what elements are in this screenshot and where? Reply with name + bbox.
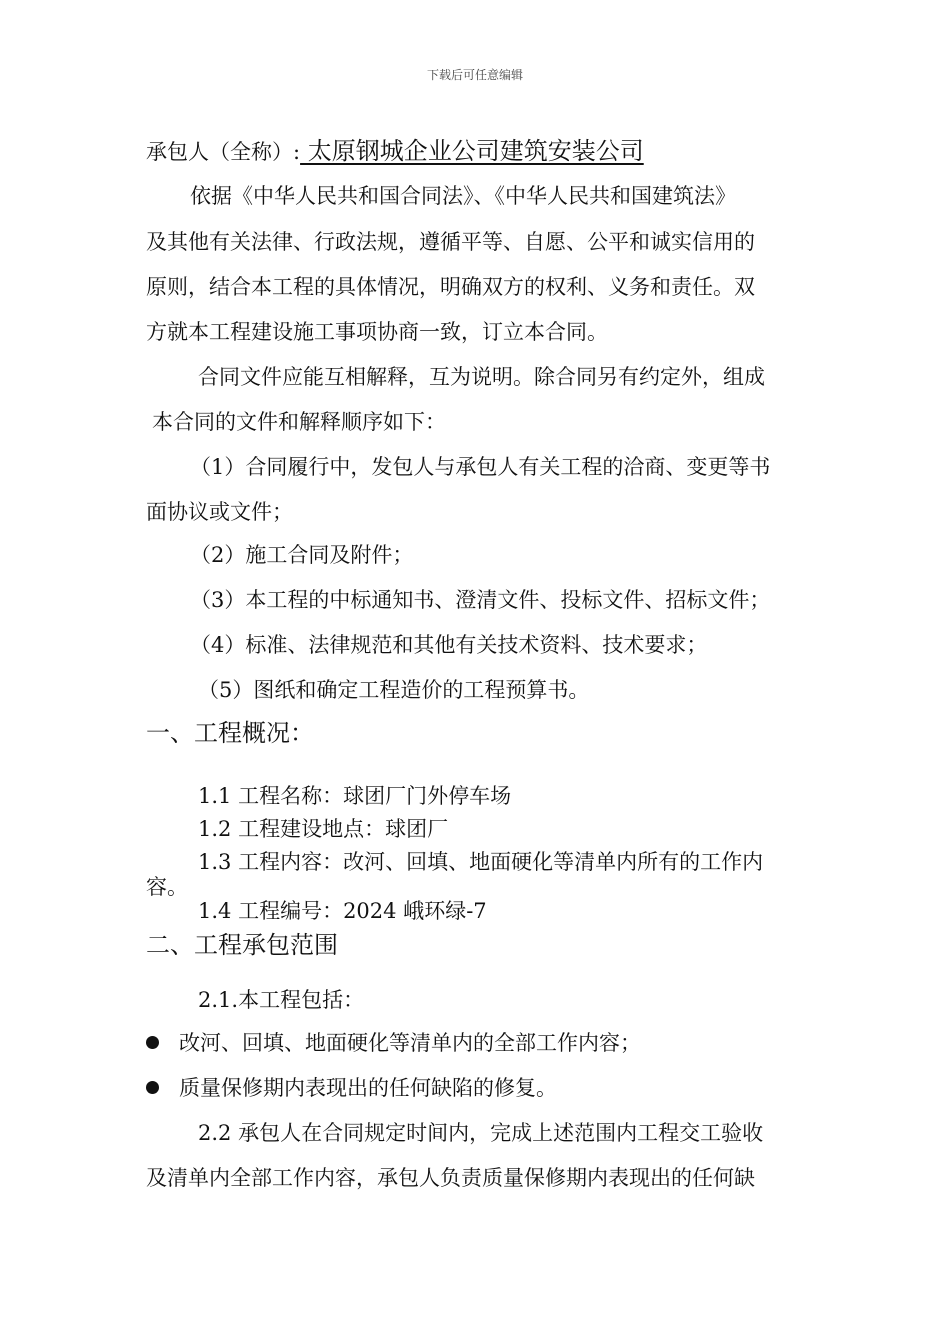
documents-intro-line: 合同文件应能互相解释，互为说明。除合同另有约定外，组成 — [198, 365, 765, 389]
section1-item: 1.4 工程编号：2024 峨环绿-7 — [198, 899, 487, 923]
preamble-line: 依据《中华人民共和国合同法》、《中华人民共和国建筑法》 — [190, 184, 736, 208]
preamble-line: 方就本工程建设施工事项协商一致，订立本合同。 — [146, 320, 608, 344]
section2-para-line: 及清单内全部工作内容，承包人负责质量保修期内表现出的任何缺 — [146, 1166, 755, 1190]
bullet-item — [146, 1074, 557, 1102]
section2-heading: 二、工程承包范围 — [146, 931, 338, 959]
bullet-icon — [146, 1081, 159, 1094]
section1-heading: 一、工程概况： — [146, 719, 314, 747]
document-list-item: （4）标准、法律规范和其他有关技术资料、技术要求； — [190, 633, 708, 657]
bullet-text: 改河、回填、地面硬化等清单内的全部工作内容； — [179, 1031, 641, 1055]
section1-item: 容。 — [146, 875, 188, 899]
document-list-item: 面协议或文件； — [146, 500, 293, 524]
document-list-item: （3）本工程的中标通知书、澄清文件、投标文件、招标文件； — [190, 588, 771, 612]
contractor-name: 太原钢城企业公司建筑安装公司 — [300, 137, 644, 165]
document-list-item: （5）图纸和确定工程造价的工程预算书。 — [198, 678, 590, 702]
bullet-item — [146, 1029, 641, 1057]
bullet-text: 质量保修期内表现出的任何缺陷的修复。 — [179, 1076, 557, 1100]
documents-intro-line: 本合同的文件和解释顺序如下： — [152, 410, 446, 434]
bullet-icon — [146, 1036, 159, 1049]
section2-para-line: 2.2 承包人在合同规定时间内，完成上述范围内工程交工验收 — [198, 1121, 764, 1145]
document-list-item: （2）施工合同及附件； — [190, 543, 414, 567]
section1-item: 1.1 工程名称：球团厂门外停车场 — [198, 784, 512, 808]
section1-item: 1.3 工程内容：改河、回填、地面硬化等清单内所有的工作内 — [198, 850, 764, 874]
contractor-label: 承包人（全称）: — [146, 140, 301, 164]
preamble-line: 及其他有关法律、行政法规，遵循平等、自愿、公平和诚实信用的 — [146, 230, 755, 254]
section2-intro: 2.1.本工程包括： — [198, 988, 365, 1012]
page-header-note: 下载后可任意编辑 — [426, 68, 523, 82]
section1-item: 1.2 工程建设地点：球团厂 — [198, 817, 449, 841]
contractor-line — [146, 137, 644, 166]
preamble-line: 原则，结合本工程的具体情况，明确双方的权利、义务和责任。双 — [146, 275, 755, 299]
document-list-item: （1）合同履行中，发包人与承包人有关工程的洽商、变更等书 — [190, 455, 771, 479]
